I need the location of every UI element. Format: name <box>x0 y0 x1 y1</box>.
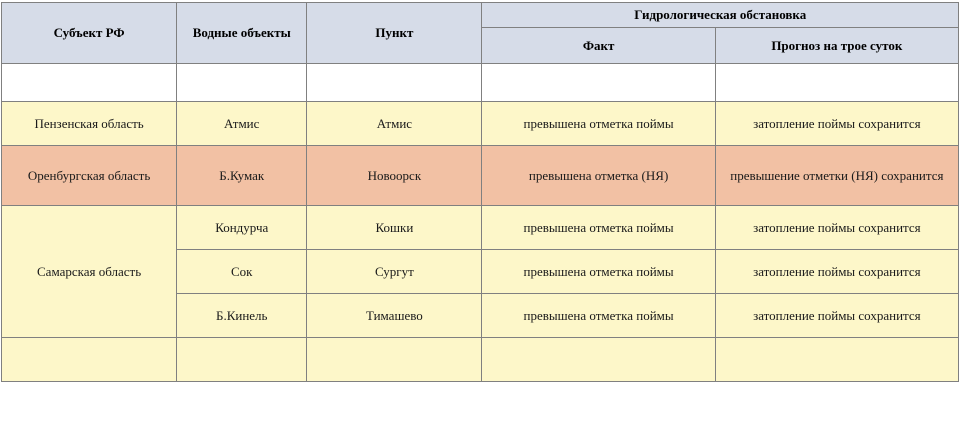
document-sheet <box>0 2 960 432</box>
cell-water-object: Кондурча <box>177 206 307 250</box>
cell-forecast: затопление поймы сохранится <box>715 102 958 146</box>
hydrological-situation-table <box>1 2 959 382</box>
cell-forecast: затопление поймы сохранится <box>715 206 958 250</box>
cell-fact: превышена отметка поймы <box>482 206 715 250</box>
cell-point: Атмис <box>307 102 482 146</box>
column-header-fact: Факт <box>482 28 715 64</box>
cell-fact <box>482 338 715 382</box>
table-row <box>2 338 959 382</box>
cell-forecast: затопление поймы сохранится <box>715 294 958 338</box>
cell-point: Новоорск <box>307 146 482 206</box>
cell-water-object <box>177 338 307 382</box>
cell-fact: превышена отметка поймы <box>482 294 715 338</box>
cell-point: Сургут <box>307 250 482 294</box>
spacer-cell-region <box>2 64 177 102</box>
cell-fact: превышена отметка (НЯ) <box>482 146 715 206</box>
cell-region: Оренбургская область <box>2 146 177 206</box>
cell-water-object: Б.Кумак <box>177 146 307 206</box>
column-header-forecast: Прогноз на трое суток <box>715 28 958 64</box>
table-body <box>2 64 959 382</box>
column-header-point: Пункт <box>307 3 482 64</box>
spacer-cell-point <box>307 64 482 102</box>
spacer-cell-forecast <box>715 64 958 102</box>
cell-region: Самарская область <box>2 206 177 338</box>
column-header-situation: Гидрологическая обстановка <box>482 3 959 28</box>
spacer-cell-water <box>177 64 307 102</box>
column-header-water-objects: Водные объекты <box>177 3 307 64</box>
cell-forecast: превышение отметки (НЯ) сохранится <box>715 146 958 206</box>
spacer-cell-fact <box>482 64 715 102</box>
table-header <box>2 3 959 64</box>
cell-fact: превышена отметка поймы <box>482 102 715 146</box>
cell-water-object: Атмис <box>177 102 307 146</box>
cell-point: Тимашево <box>307 294 482 338</box>
cell-water-object: Б.Кинель <box>177 294 307 338</box>
cell-forecast: затопление поймы сохранится <box>715 250 958 294</box>
table-row <box>2 146 959 206</box>
header-row-main <box>2 3 959 28</box>
table-row <box>2 102 959 146</box>
cell-fact: превышена отметка поймы <box>482 250 715 294</box>
cell-forecast <box>715 338 958 382</box>
table-row <box>2 206 959 250</box>
column-header-region: Субъект РФ <box>2 3 177 64</box>
cell-region <box>2 338 177 382</box>
cell-water-object: Сок <box>177 250 307 294</box>
cell-point <box>307 338 482 382</box>
spacer-row <box>2 64 959 102</box>
cell-region: Пензенская область <box>2 102 177 146</box>
cell-point: Кошки <box>307 206 482 250</box>
